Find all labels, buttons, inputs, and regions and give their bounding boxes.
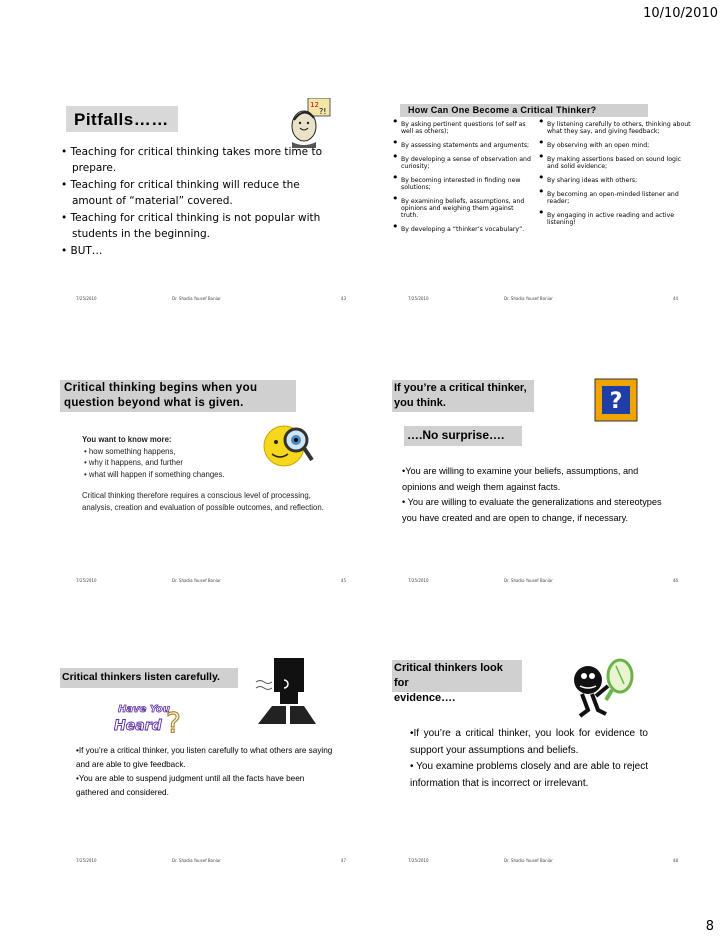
title-line: If you’re a critical thinker, [394, 382, 527, 394]
slide-body [402, 464, 674, 526]
footer-slide-number: 44 [672, 296, 678, 300]
footer-author: Dr. Shadia Yousef Banjar [172, 296, 221, 300]
paragraph: • You are willing to evaluate the generalizations and stereotypes you have created and are open to change, if necessary. [402, 497, 662, 523]
slide-body [82, 434, 332, 513]
surprise-banner: ….No surprise…. [404, 426, 522, 446]
right-column-list [538, 121, 692, 233]
footer-slide-number: 46 [672, 578, 678, 582]
page-number: 8 [705, 919, 714, 934]
list-item: • By assessing statements and arguments; [392, 142, 532, 149]
footer-slide-number: 47 [340, 858, 346, 862]
listening-face-icon [254, 652, 320, 724]
slide-title: Pitfalls…… [66, 106, 178, 132]
slide-title [392, 380, 534, 412]
slide-look-for-evidence [392, 652, 692, 862]
list-item: • By listening carefully to others, thinking about what they say, and giving feedback; [538, 121, 692, 135]
list-item: • how something happens, [84, 446, 176, 456]
footer-author: Dr. Shadia Yousef Banjar [504, 296, 553, 300]
have-you-heard-icon [108, 698, 192, 746]
footer-author: Dr. Shadia Yousef Banjar [172, 578, 221, 582]
slide-title: Critical thinkers listen carefully. [60, 668, 238, 688]
thinking-man-icon [286, 98, 332, 148]
list-item: • BUT… [60, 243, 330, 259]
footer-slide-number: 48 [672, 858, 678, 862]
list-item: • By becoming interested in finding new solutions; [392, 177, 532, 191]
footer-date: 7/25/2010 [76, 858, 97, 862]
slide-you-think [392, 372, 692, 582]
list-item: • Teaching for critical thinking is not popular with students in the beginning. [60, 210, 330, 242]
paragraph: • You examine problems closely and are able to reject information that is incorrect or irrelevant. [410, 761, 648, 789]
paragraph: •You are willing to examine your beliefs, assumptions, and opinions and weigh them against facts. [402, 466, 639, 492]
slide-listen-carefully [60, 652, 360, 862]
slide-pitfalls [60, 90, 360, 300]
lead-text: You want to know more: [82, 435, 172, 444]
list-item: • By sharing ideas with others; [538, 177, 692, 184]
footer-date: 7/25/2010 [76, 296, 97, 300]
list-item: • By observing with an open mind; [538, 142, 692, 149]
footer-author: Dr. Shadia Yousef Banjar [172, 858, 221, 862]
magnifier-figure-icon [566, 656, 642, 718]
title-line: question beyond what is given. [64, 397, 244, 409]
left-column-list [392, 121, 532, 240]
svg-text:?: ? [166, 706, 181, 739]
svg-text:Have You: Have You [118, 704, 170, 715]
footer-date: 7/25/2010 [408, 858, 429, 862]
title-line: Critical thinkers look for [394, 662, 503, 689]
list-item: • what will happen if something changes. [84, 469, 225, 479]
paragraph: •If you’re a critical thinker, you look for evidence to support your assumptions and beliefs. [410, 728, 648, 756]
footer-date: 7/25/2010 [408, 296, 429, 300]
list-item: • Teaching for critical thinking will reduce the amount of “material” covered. [60, 177, 330, 209]
title-line: Critical thinking begins when you [64, 382, 258, 394]
question-mark-icon [594, 378, 638, 422]
list-item: • why it happens, and further [84, 458, 183, 467]
list-item: • Teaching for critical thinking takes more time to prepare. [60, 144, 330, 176]
paragraph: •You are able to suspend judgment until all the facts have been gathered and considered. [76, 774, 305, 797]
list-item: • By engaging in active reading and active listening! [538, 212, 692, 226]
footer-date: 7/25/2010 [408, 578, 429, 582]
list-item: • By examining beliefs, assumptions, and opinions and weighing them against truth. [392, 198, 532, 219]
svg-text:Heard: Heard [114, 718, 162, 734]
list-item: • By becoming an open-minded listener and reader; [538, 191, 692, 205]
paragraph: Critical thinking therefore requires a conscious level of processing, analysis, creation and evaluation of possible outcomes, and reflection. [82, 491, 324, 512]
slide-title: How Can One Become a Critical Thinker? [400, 104, 648, 117]
title-line: evidence…. [394, 692, 456, 704]
svg-text:?: ? [609, 389, 623, 414]
footer-slide-number: 43 [340, 296, 346, 300]
slide-body [76, 744, 338, 800]
footer-date: 7/25/2010 [76, 578, 97, 582]
paragraph: •If you’re a critical thinker, you listen carefully to what others are saying and are able to give feedback. [76, 746, 333, 769]
svg-text:?!: ?! [319, 107, 327, 116]
page-date: 10/10/2010 [643, 6, 718, 21]
slide-question-beyond [60, 372, 360, 582]
list-item: • By asking pertinent questions (of self as well as others); [392, 121, 532, 135]
pitfalls-list [60, 144, 330, 260]
title-line: you think. [394, 397, 446, 409]
footer-author: Dr. Shadia Yousef Banjar [504, 858, 553, 862]
list-item: • By developing a sense of observation and curiosity; [392, 156, 532, 170]
slide-become-critical-thinker [392, 90, 692, 300]
slide-title [392, 660, 522, 704]
footer-slide-number: 45 [340, 578, 346, 582]
slide-body [410, 726, 648, 792]
slide-title [60, 380, 296, 412]
footer-author: Dr. Shadia Yousef Banjar [504, 578, 553, 582]
list-item: • By developing a “thinker’s vocabulary”. [392, 226, 532, 233]
list-item: • By making assertions based on sound logic and solid evidence; [538, 156, 692, 170]
svg-text:12: 12 [310, 101, 319, 109]
